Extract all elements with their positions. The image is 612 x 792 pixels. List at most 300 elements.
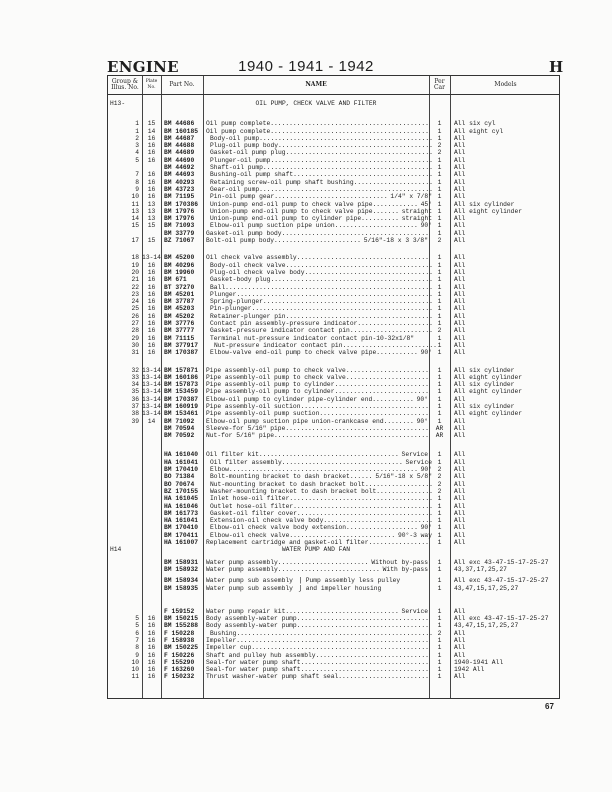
per-car-qty: 1 — [437, 290, 442, 298]
per-car-qty: 1 — [437, 395, 442, 403]
table-row — [108, 327, 559, 334]
part-no: HA 161046 — [164, 502, 199, 510]
dot-leader — [251, 644, 428, 651]
parts-table — [107, 75, 560, 699]
group-illus-no — [108, 425, 139, 432]
part-name: Inlet hose-oil filter — [210, 495, 290, 503]
table-row — [108, 481, 559, 488]
part-name: Bolt-mounting bracket to dash bracket — [210, 473, 350, 481]
part-name: Pin-plunger — [210, 305, 252, 313]
part-no: BM 170410 — [164, 466, 199, 474]
part-name: Retaining screw-oil pump shaft bushing — [210, 178, 354, 186]
plate-no: 16 — [147, 305, 156, 313]
per-car-qty: 1 — [437, 495, 442, 503]
group-illus-no — [108, 481, 139, 488]
part-no: F 150228 — [164, 629, 195, 637]
part-name: Retainer-plunger pin — [210, 312, 286, 320]
table-header — [108, 76, 559, 95]
part-name-cell — [206, 503, 432, 510]
models: All — [454, 305, 466, 313]
models: All — [454, 451, 466, 459]
plate-no — [142, 488, 161, 495]
table-row — [108, 381, 559, 388]
per-car-qty: 1 — [437, 134, 442, 142]
part-name-cell — [206, 327, 432, 334]
table-row — [108, 473, 559, 480]
plate-no — [142, 466, 161, 473]
per-car-qty: 1 — [437, 127, 442, 135]
table-row — [108, 630, 559, 637]
models: 43,47,15,17,25,27 — [454, 584, 519, 592]
table-row — [108, 532, 559, 539]
group-illus-no: 28 — [131, 327, 139, 335]
group-illus-no: 2 — [135, 134, 139, 142]
models: All — [454, 156, 466, 164]
part-no: BM 170410 — [164, 524, 199, 532]
part-name-cell — [206, 201, 432, 208]
part-name: Gear-oil pump — [210, 185, 260, 193]
table-row — [108, 432, 559, 439]
per-car-qty: 1 — [437, 222, 442, 230]
part-no: BM 17976 — [164, 207, 195, 215]
part-name: Water pump sub assembly — [206, 584, 293, 592]
table-row — [108, 459, 559, 466]
table-row — [108, 298, 559, 305]
part-name-cell — [206, 186, 432, 193]
models: All — [454, 193, 466, 201]
table-row — [108, 142, 559, 149]
per-car-qty: 2 — [437, 629, 442, 637]
part-no: BM 157871 — [164, 366, 199, 374]
models: All — [454, 637, 466, 644]
models: All — [454, 524, 466, 532]
dot-leader — [316, 652, 428, 659]
models: 43,47,15,17,25,27 — [454, 622, 519, 630]
group-illus-no: 10 — [131, 658, 139, 666]
dot-leader — [297, 254, 428, 261]
part-name: Elbow-oil pump suction pipe union — [210, 222, 335, 230]
table-row — [108, 585, 559, 592]
models: All — [454, 487, 466, 495]
per-car-qty: 1 — [437, 207, 442, 215]
part-no: BM 158931 — [164, 558, 199, 566]
part-spec: 1/4" x 7/8" — [390, 193, 432, 201]
table-row — [108, 237, 559, 244]
per-car-qty: 1 — [437, 615, 442, 623]
per-car-qty: 1 — [437, 334, 442, 342]
part-name-cell — [206, 157, 432, 164]
part-name-cell — [206, 559, 428, 566]
per-car-qty: 1 — [437, 341, 442, 349]
part-name-cell — [206, 666, 428, 673]
models: All — [454, 134, 466, 142]
part-name: Body assembly-water pump — [206, 622, 297, 630]
part-no: BM 153461 — [164, 410, 199, 418]
plate-no — [142, 566, 161, 573]
group-illus-no — [108, 510, 139, 517]
dot-leader — [270, 276, 432, 283]
table-row — [108, 577, 559, 584]
dot-leader — [289, 495, 432, 502]
part-name-cell — [206, 374, 428, 381]
per-car-qty: 1 — [437, 193, 442, 201]
part-no: HA 161040 — [164, 451, 199, 459]
part-name: Gasket-oil pump body — [206, 229, 282, 237]
part-name: Seal-for water pump shaft — [206, 658, 301, 666]
plate-no — [142, 481, 161, 488]
dot-leader — [236, 291, 432, 298]
plate-no — [142, 585, 161, 592]
per-car-qty: 1 — [437, 349, 442, 357]
plate-no — [142, 164, 161, 171]
per-car-qty: 1 — [437, 215, 442, 223]
group-illus-no: 36 — [131, 395, 139, 403]
group-illus-no: 10 — [131, 193, 139, 201]
per-car-qty: 1 — [437, 509, 442, 517]
dot-leader — [297, 622, 428, 629]
header-name: NAME — [305, 80, 327, 88]
plate-no — [142, 532, 161, 539]
part-spec: With by-pass — [382, 565, 428, 573]
plate-no: 16 — [147, 171, 156, 179]
dot-leader — [342, 342, 436, 349]
part-name-cell — [206, 388, 428, 395]
part-no: HA 161007 — [164, 539, 199, 547]
part-name-cell — [206, 517, 432, 524]
part-name-cell — [206, 396, 428, 403]
per-car-qty: 1 — [437, 388, 442, 396]
group-illus-no: 29 — [131, 334, 139, 342]
table-row — [108, 284, 559, 291]
models: All — [454, 517, 466, 525]
table-row — [108, 495, 559, 502]
plate-no: 14 — [147, 417, 156, 425]
part-name: Bushing-oil pump shaft — [210, 171, 294, 179]
part-name-cell — [206, 313, 432, 320]
part-no: F 155290 — [164, 658, 195, 666]
dot-leader — [270, 157, 432, 164]
group-illus-no: 26 — [131, 312, 139, 320]
models: 1942 All — [454, 666, 485, 674]
group-illus-no: 3 — [135, 142, 139, 150]
plate-no: 16 — [147, 341, 156, 349]
dot-leader — [350, 473, 373, 480]
part-name-cell — [206, 418, 428, 425]
per-car-qty: 1 — [437, 651, 442, 659]
group-illus-no: 31 — [131, 349, 139, 357]
part-name: Washer-mounting bracket to dash bracket bolt — [210, 487, 377, 495]
table-row — [108, 503, 559, 510]
models: All eight cylinder — [454, 388, 523, 396]
dot-leader — [335, 222, 419, 229]
dot-leader — [252, 305, 432, 312]
models: All — [454, 432, 466, 440]
per-car-qty: 1 — [437, 451, 442, 459]
dot-leader — [369, 539, 429, 546]
part-name: Impeller cup — [206, 644, 252, 652]
part-no: BM 44690 — [164, 156, 195, 164]
plate-no: 15 — [147, 222, 156, 230]
per-car-qty: 1 — [437, 637, 442, 644]
part-name: Shaft and pulley hub assembly — [206, 651, 316, 659]
part-no: F 150232 — [164, 673, 195, 681]
part-spec: Service — [405, 458, 432, 466]
header-models: Models — [494, 80, 517, 88]
header-plate: Plate No. — [145, 78, 158, 90]
dot-leader — [229, 466, 419, 473]
part-name: Oil check valve assembly — [206, 254, 297, 262]
part-name-cell — [206, 237, 428, 244]
dot-leader — [282, 459, 404, 466]
plate-no: 13-14 — [142, 395, 161, 403]
part-no: BM 71115 — [164, 334, 195, 342]
part-no: BM 17976 — [164, 215, 195, 223]
part-name: Pipe assembly-oil pump to cylinder — [206, 381, 335, 389]
part-name-cell — [206, 349, 432, 356]
models: All — [454, 261, 466, 269]
models: All eight cylinder — [454, 410, 523, 418]
part-name-cell — [206, 481, 432, 488]
plate-no — [142, 577, 161, 584]
group-illus-no: 23 — [131, 290, 139, 298]
part-name-cell — [206, 495, 432, 502]
group-illus-no: 11 — [131, 200, 139, 208]
per-car-qty: 1 — [437, 283, 442, 291]
group-illus-no: 5 — [135, 622, 139, 630]
dot-leader — [346, 524, 419, 531]
per-car-qty: 1 — [437, 402, 442, 410]
group-illus-no: 24 — [131, 298, 139, 306]
table-row — [108, 388, 559, 395]
dot-leader — [334, 388, 428, 395]
table-row — [108, 171, 559, 178]
dot-leader — [365, 481, 432, 488]
plate-no: 16 — [147, 312, 156, 320]
part-no: F 158938 — [164, 637, 195, 644]
models: All six cylinder — [454, 402, 515, 410]
plate-no — [142, 539, 161, 546]
table-row — [108, 149, 559, 156]
group-illus-no: 1 — [135, 120, 139, 128]
plate-no — [142, 517, 161, 524]
dot-leader — [259, 451, 400, 458]
part-no: BM 160185 — [164, 127, 199, 135]
part-no: BM 40293 — [164, 178, 195, 186]
dot-leader — [300, 659, 428, 666]
part-no: BM 160919 — [164, 402, 199, 410]
dot-leader — [384, 418, 415, 425]
dot-leader — [334, 381, 428, 388]
plate-no: 16 — [147, 622, 156, 630]
part-spec: straight — [401, 207, 432, 215]
plate-no: 13-14 — [142, 402, 161, 410]
part-name-cell — [206, 254, 428, 261]
table-row — [108, 276, 559, 283]
per-car-qty: 1 — [437, 312, 442, 320]
dot-leader — [285, 425, 428, 432]
group-illus-no: 15 — [131, 222, 139, 230]
plate-no: 13 — [147, 200, 156, 208]
part-name-cell — [206, 630, 432, 637]
part-name: Pipe assembly-oil suction — [206, 402, 301, 410]
group-illus-no — [108, 451, 139, 458]
part-name: Gasket-oil pump plug — [210, 149, 286, 157]
part-name-cell — [206, 432, 428, 439]
plate-no — [142, 459, 161, 466]
table-row — [108, 644, 559, 651]
models: All — [454, 276, 466, 284]
plate-no — [142, 608, 161, 615]
part-spec: 90° — [416, 417, 428, 425]
part-no: BM 43723 — [164, 185, 195, 193]
group-illus-no: 11 — [131, 673, 139, 681]
part-spec: 90° — [420, 349, 432, 357]
group-illus-no: 8 — [135, 644, 139, 652]
per-car-qty: 1 — [437, 268, 442, 276]
dot-leader — [319, 410, 428, 417]
part-no: BO 70674 — [164, 480, 195, 488]
part-name-cell — [206, 230, 428, 237]
part-name: Contact pin assembly-pressure indicator — [210, 320, 358, 328]
part-no: BM 45201 — [164, 290, 195, 298]
part-name: Extension-oil check valve body — [210, 517, 324, 525]
models: All — [454, 495, 466, 503]
dot-leader — [286, 262, 432, 269]
part-no: BM 44686 — [164, 120, 195, 128]
dot-leader — [357, 320, 432, 327]
group-illus-no: 35 — [131, 388, 139, 396]
section-title: WATER PUMP AND FAN — [281, 546, 351, 554]
table-row — [108, 349, 559, 356]
part-name-cell — [206, 566, 428, 573]
group-illus-no: 33 — [131, 373, 139, 381]
per-car-qty: 1 — [437, 373, 442, 381]
group-illus-no — [108, 524, 139, 531]
group-illus-no — [108, 577, 139, 584]
part-no: BM 45203 — [164, 305, 195, 313]
table-row — [108, 186, 559, 193]
part-no: BM 170386 — [164, 200, 199, 208]
per-car-qty: 1 — [437, 644, 442, 652]
group-illus-no — [108, 503, 139, 510]
models: All — [454, 327, 466, 335]
section-letter: H — [549, 58, 564, 76]
per-car-qty: 1 — [437, 320, 442, 328]
plate-no: 16 — [147, 276, 156, 284]
part-name: Pin-oil pump gear — [210, 193, 275, 201]
per-car-qty: 1 — [437, 276, 442, 284]
plate-no: 13 — [147, 207, 156, 215]
part-no: BM 33779 — [164, 229, 195, 237]
part-name-cell — [206, 608, 428, 615]
part-name: Ball — [210, 283, 226, 291]
part-name: Seal-for water pump shaft — [206, 666, 301, 674]
dot-leader — [297, 615, 428, 622]
group-illus-no — [108, 539, 139, 546]
part-no: F 150226 — [164, 651, 195, 659]
dot-leader — [293, 503, 432, 510]
per-car-qty: 1 — [437, 539, 442, 547]
group-illus-no: 30 — [131, 341, 139, 349]
group-illus-no: 18 — [131, 254, 139, 262]
part-no: BM 153459 — [164, 388, 199, 396]
models: All — [454, 312, 466, 320]
table-row — [108, 135, 559, 142]
models: All — [454, 229, 466, 237]
table-row — [108, 510, 559, 517]
models: 43,37,17,25,27 — [454, 565, 507, 573]
part-name-cell — [206, 291, 432, 298]
dot-leader — [297, 510, 432, 517]
brace-icon: ⎭ — [298, 584, 303, 592]
part-name-cell — [206, 644, 428, 651]
dot-leader — [293, 171, 432, 178]
part-name: Oil filter kit — [206, 451, 259, 459]
part-name-cell — [206, 262, 432, 269]
models: All — [454, 395, 466, 403]
table-row — [108, 396, 559, 403]
part-name: Water pump assembly — [206, 558, 278, 566]
plate-no: 16 — [147, 615, 156, 623]
models: All — [454, 237, 466, 245]
table-row — [108, 425, 559, 432]
part-name-cell — [206, 622, 428, 629]
part-name-cell — [206, 298, 432, 305]
part-name-cell — [206, 120, 428, 127]
part-no: BM 70594 — [164, 424, 195, 432]
plate-no: 16 — [147, 629, 156, 637]
models: All — [454, 424, 466, 432]
table-row — [108, 637, 559, 644]
dot-leader — [372, 396, 414, 403]
part-name: Elbow-oil pump suction pipe union-crankcase end — [206, 417, 384, 425]
per-car-qty: 1 — [437, 502, 442, 510]
part-name-cell — [206, 276, 432, 283]
plate-no: 13-14 — [142, 410, 161, 418]
part-name: Elbow-oil check valve body extension — [210, 524, 347, 532]
section-title: OIL PUMP, CHECK VALVE AND FILTER — [255, 100, 377, 107]
table-row — [108, 335, 559, 342]
part-name: Pipe assembly-oil pump to check valve — [206, 373, 346, 381]
part-note: Pump assembly less pulley — [305, 577, 401, 585]
models: All — [454, 334, 466, 342]
models: All six cylinder — [454, 381, 515, 389]
models: All — [454, 502, 466, 510]
dot-leader — [300, 666, 428, 673]
models: All — [454, 417, 466, 425]
part-name-cell — [206, 577, 428, 584]
dot-leader — [282, 230, 428, 237]
part-name-cell — [206, 342, 436, 349]
part-spec: Service — [401, 607, 428, 615]
models: All — [454, 185, 466, 193]
part-no: BM 37787 — [164, 298, 195, 306]
part-name-cell — [206, 466, 432, 473]
model-years-title: 1940 - 1941 - 1942 — [238, 58, 374, 75]
part-name: Sleeve-for 5/16" pipe — [206, 424, 286, 432]
models: All — [454, 341, 466, 349]
per-car-qty: 1 — [437, 458, 442, 466]
part-no: HA 161045 — [164, 495, 199, 503]
group-illus-no: 9 — [135, 185, 139, 193]
plate-no — [142, 503, 161, 510]
group-illus-no — [108, 495, 139, 502]
part-name: Bolt-oil pump body — [206, 237, 275, 245]
table-row — [108, 403, 559, 410]
page-number: 67 — [545, 702, 554, 711]
part-no: BM 44687 — [164, 134, 195, 142]
group-illus-no: 34 — [131, 381, 139, 389]
